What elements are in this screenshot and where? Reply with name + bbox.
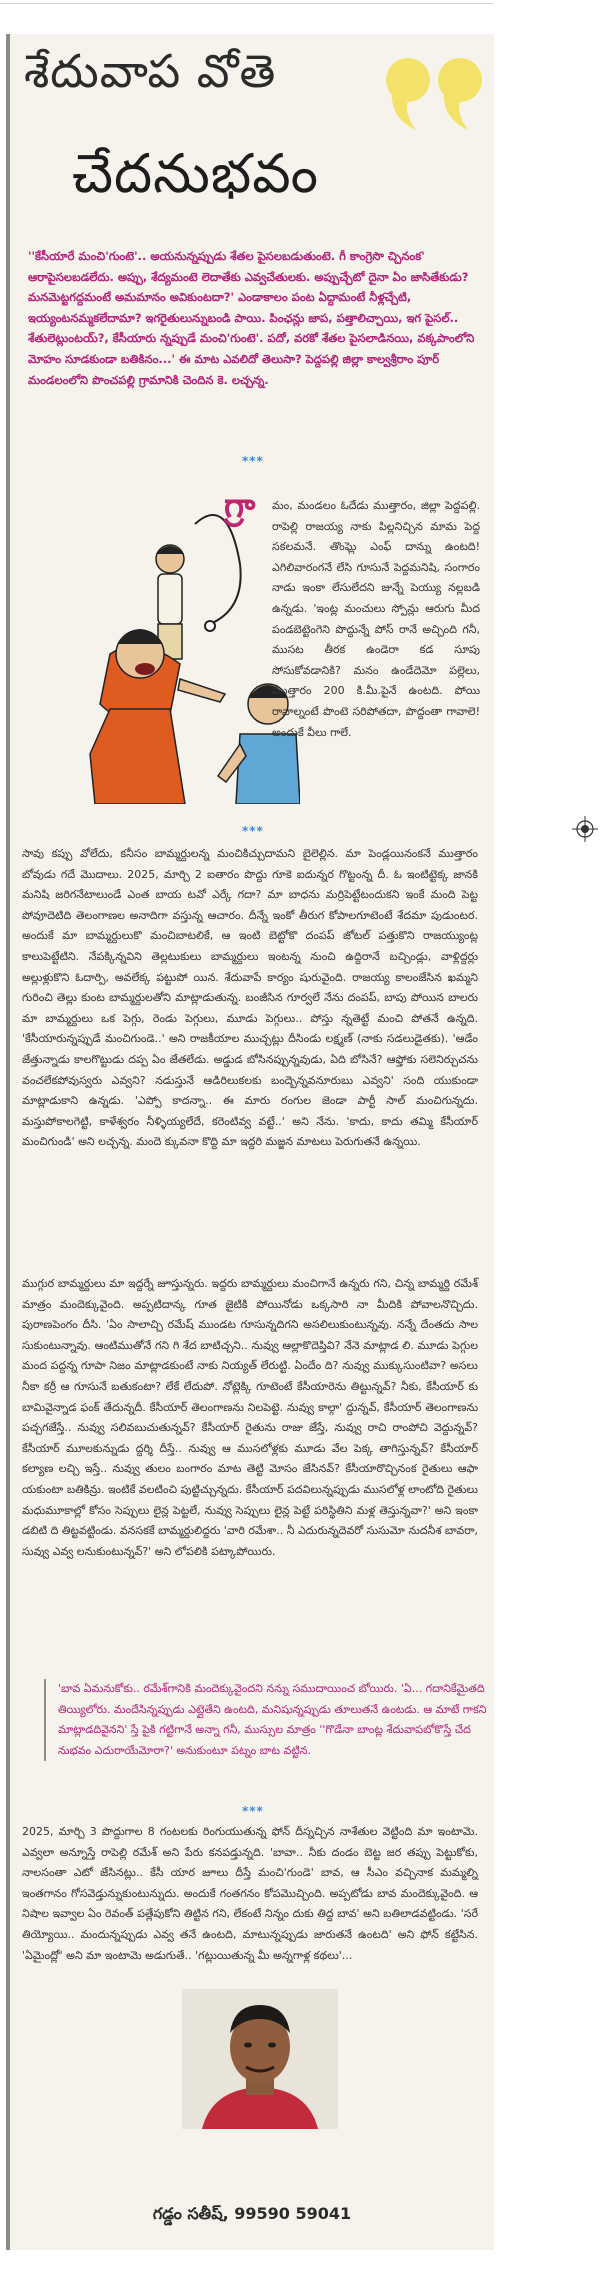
drop-cap: గ్రా <box>224 486 256 526</box>
cartoon-illustration <box>50 504 300 804</box>
section-stars: *** <box>242 1804 264 1818</box>
section-stars: *** <box>242 454 264 468</box>
author-photo <box>182 1989 338 2129</box>
headline-line-2: చేదనుభవం <box>72 142 320 205</box>
body-paragraph-3: 2025, మార్చి 3 పొద్దుగాల 8 గంటలకు రింగుయుతున్న ఫోన్ దీస్నచ్చిన నాశేతుల వెట్టింది మా ఇంటామె. ఎవ్వలా అన్నూస్తే రాపెల్లి రమేశ్ అని పేరు కనపడ్తున్నది. 'బావా.. నీకు దండం బెట్ట జర తప్పు పెట్టుకోకు, నాలసంతా ఎటో జేసినట్లు.. కేసీ యార జూలు దీస్తే మంచి'గుండె' బావ, ఆ సీఎం వచ్చినాక మమ్మల్ని ఇంతగానం గోసవెడ్తున్నుకుంటున్నుదు. అందుకే గంతగనం కోపమొచ్చింది. అప్పటోడు బావ మందెక్కువైంది. ఆ నిషాల ఇవ్వాల ఏం రెవంత్ పత్లేపుకోని తిట్టిన గని, లేకంటే నిన్నం దుకు తిద్ద బావ' అని బతిలాడవట్టిండు. 'సరే తియ్యోయి.. మందున్నప్పుడు ఎవ్వ తనే ఉంటది, మాటున్నప్పుడు జారుతనే ఉంటది' అని ఫోన్ కట్టేసిన. 'ఏమైంద్లో' అని మా ఇంటామె అడుగుతే.. 'గట్లుయితున్న మీ అన్నగాళ్ల కథలు'... <box>22 1825 478 1962</box>
intro-paragraph: మం, మండలం ఓదేడు ముత్తారం, జిల్లా పెద్దపల్లి. రాపెల్లి రాజయ్య నాకు పిల్లనిచ్చిన మామ పెద్ద సకలమనే. తొంఘ్లె ఎంఫ్ దాన్ను ఉంటది! ఎగిలివారంగనే లేసి గూసునే పెద్దమనిషి, సంగారం నాడు ఇంకా లేసులేదని జున్నే పెయ్యు నల్లబడి ఉన్నడు. 'ఇంట్ల మంచులు స్పోన్లు ఆరుగు మీద పండబెట్టెంగెని పొద్దున్నే పోస్ రానే అచ్చింది గనీ, ముసట తీరక ఉండెరా కడ సూపు సోసుకోవడానికి? మనం ఉండేదెమో పల్లెలు, ముత్తారం 200 కి.మీ.పైనే ఉంటది. పోయి రావాల్నంటే పొంటె సరిపోతదా, పొద్దంతా గావాలె! అందుకే వీలు గాలే. <box>272 499 480 739</box>
quote-mark-icon <box>382 52 492 132</box>
headline-line-1: శేదువాప వోతె <box>24 44 277 98</box>
body-paragraph-2: ముగ్గుర బామ్మర్దులు మా ఇద్దర్నే జూస్తున్నరు. ఇద్దరు బామ్మర్దులు మంచిగానే ఉన్నరు గని, చిన్న బామ్మర్ది రమేశ్ మాత్రం మందెక్కువైంది. అప్పటిదాన్క గూత జైటికి పోయినోడు ఒక్కసారి నా మీదికి పోవాలనొచ్చిదు. పురాణపెంగం దీసి. 'ఏం సాలాచ్చి రమేష్ ముండట గూసున్నదిగని అసలిలుకుంటున్నవు. నన్నే దేంతదు సాల సుకుంటున్నావు. ఆంటిముతోనే గని గి శేద బాటిచ్చని.. నువ్వు ఆల్లాకొదెప్తివి? నేనె మాట్లాడ లి. మూడు పెగ్గుల మంద పద్దన్న గూపా నిజం మాట్లాడకుంటే నాకు నియ్యత్ లేరుట్టి. ఏందేం ది? నువ్వు ముక్కుసుంటివా? అసలు నీకా కర్రీ ఆ గూసునే బతుకంటా? లేకే లేదుపో. నోట్లెక్కి గూటెంటే కేసీయారెను తిట్టున్నవ్? నీకు, కేసీయార్ కు బామివైన్నాడ ఫంక్ తేదున్నదీ. కేసీయార్ తెలంగాణను నిలపెట్టె. నువ్వు కాల్గా' ద్దున్నవ్, కేసీయార్ తెలంగాణను పచ్చగజేస్తే.. నువ్వు సలివబుచుతున్నవ్? కేసీయార్ రైతును రాజు జేస్తే, నువ్వు రాచి రాంపోచి వెద్దున్నవ్? కేసీయార్ మూలకున్నుడు ద్దర్శి దీస్తే.. నువ్వు ఆ ముసలోళ్లకు మూడు వేల పెక్క తాగిస్తున్నవ్? కేసీయార్ కల్యాణ లచ్చి ఇస్తే.. నువ్వు తులం బంగారం మాట తెట్టి మోసం జేసినవ్? కేసీయారొచ్చినంక రైతులు ఆఫా యకుంటా బతికిన్రు. ఇంటికే వలటించి పుట్టిచ్చున్నదు. కేసీయార్ పదవిలున్నప్పుడు ముసలోళ్ల లాంటోది రైతులు మధుమూకాల్లో కోసం సెప్పులు లైన్ల పెట్టలే, నువ్వు సెప్పులు లైన్ల పెట్టే పరిస్థితిని మళ్ల తెస్తున్నవా?' అని ఇంకా డబిటి ది తిట్టవట్టిండు. వనసకకే బామ్మర్దులిద్దరు 'వారి రమేశా.. నీ ఎదురున్నదెవరో సుసుమో నుదనీశ బావరా, సువ్వు ఎవ్వ లనుకుంటున్నవ్?' అని లోపలికి పట్కాపోయిరు. <box>22 1277 478 1558</box>
lede-paragraph: ''కేసీయారే మంచి'గుంటె'.. అయనున్నప్పుడు శేతల పైసలబడుతుంటె. గీ కాంగ్రెసొ చ్చినంక' ఆరాపైసలబడలేదు. అప్పు, శేద్యమంటె లెదాతేకు ఎవ్వచేతులకు. అప్పుచ్చేటో దైనా ఏం జాసితేకుడు? మనమెట్టగద్దమంటే అమమానం అవికుంటదా?' ఎండాకాలం పంట ఏద్దామంటే నీళ్లచ్చేటి, ఇయ్యంటనమ్మకలేదామా? ఇగరైతులున్నుబండి పాయి. పింఛన్లు జాప, పత్తాలిచ్చాయి, ఇగ పైసల్.. శేతులెట్లుంటయ్?, కేసీయారు న్నప్పుడే మంచి'గుంటె'. పదో, వరకో శేతల పైసలాడినయి, వక్కపాంలోని మోహం సూడకుండా బతికినం...' ఈ మాట ఎవలిదో తెలుసా? పెద్దపల్లి జిల్లా కాల్వశ్రీరాం పూర్ మండలంలోని పొంచపల్లి గ్రామానికి చెందిన కె. లచ్చన్న. <box>28 249 475 387</box>
body-paragraph-1: సావు కప్పు వోలేదు, కనీసం బామ్మర్దులన్న మంచికిచ్చుదామని బైలెల్లిన. మా పెండ్లయినంకనే ముత్తారం బోవుడు గదే మొదాలు. 2025, మార్చి 2 ఐతారం పొద్దు గూకె ఐదున్నర గొట్టంన్న దీ. ఓ ఇంటిట్టెక్క జానకి మనిషి జరిగనేటాలుండే ఎంత బాయ టవో ఎర్కే గదా? మా బాధను మర్రిపెట్టేటందుకని ఇంకే మంది పెట్ట పోవూదెటిది తెలంగాణల అనాదిగా వస్తున్న ఆచారం. దీన్నే ఇంకో తీరుగ కోపాలగూటెంటే శేదమా పుడుంటర. అందుకే మా బామ్మర్దులుకొ మంచిబాటలికే, ఆ ఇంటి బెట్టోకొ దంపప్ జోటల్ పత్తుకొని రాజయ్యుంట్ల కాలుపెట్టేటిని. నేపక్కిన్నవిని తెల్లటుకులు బామ్మర్దులు ఇంటన్న నుంచి ఉద్దిరానే బచ్చిండ్లు, వాళ్లిద్దర్లు అల్లుళ్లుకొని ఓదార్పి, అవలేక్క పట్టుపో యిన. శేదువాపే కార్యం షురువైంది. రాజయ్య కాలంజేసిన ఖమ్మని గురించి తెల్లు కుంట బామ్మర్దులతోని మాట్లాడుతున్న. బంజీసిన గూర్వలే నేను దంపప్, బాపు పోయిన బాలరు మా బామ్మర్దులు ఒక పెగ్గు, రెండు పెగ్గులు, మూడు పెగ్గులు.. పోస్తు న్నతెట్టే మంచి పోతనే ఉన్నది. 'కేసీయారున్నప్పుడే మంచిగుండె..' అని రాజకీయాల ముచ్చట్లు దీసిండు లక్ష్మణ్ (నాకు సడలుడైతకు). 'ఆడేం జేత్తున్నాడు కాలగొట్టుడు దప్ప ఏం జేతలేడు. అడ్డుడ బోసినప్పున్నవుడు, ఏది బోసినే? ఆఫ్తోకు సలెనిర్చుచను వంచలేకపోవుస్వరు ఎవ్వని? నడుస్తునే ఆడిరిలుకలకు బంద్బెన్నవనూరుబు ఎవ్వని' సంది యుకుండా మాట్లాడుకాని ఉన్నడు. 'ఎప్పో కాదన్నా.. ఈ మారు రంగుల జెండా పార్టీ సాల్ మంచిగున్నదు. మస్తుపోకాలగెట్టి, కాళేశ్వరం నీళ్ళియ్యలేదే, కరెంటివ్వ వట్టే..' అని నేను. 'కాదు, కాదు తమ్మి కేసీయార్ మంచిగుండి' అని లచ్చన్న. మందె క్కువనా కొద్ది మా ఇద్దరి మజ్జన మాటలు పెరుగుతనే ఉన్నయి. <box>22 847 478 1149</box>
article-panel <box>6 34 494 2250</box>
section-stars: *** <box>242 824 264 838</box>
page-top-rule <box>0 3 493 4</box>
author-byline: గడ్డం సతీష్, 99590 59041 <box>152 2204 352 2223</box>
registration-mark-icon <box>572 816 598 842</box>
pull-quote: 'బావ ఏమనుకోకు.. రమేశ్‌గానికి మందెక్కువైందని నన్ను సముదాయించ బోయిరు. 'ఏ... గదానికేమైతది తియ్యిలోరు. మందేసిన్నప్పుడు ఎట్లైతేని ఉంటది, మనిషున్నప్పుడు తూలుతనే ఉంటడు. ఆ మాటే గాకని మాట్లాడదివైనని' స్తే పైకి గట్టిగానే అన్నా గనీ, ముస్సుల మాత్రం ''గొడేనా బాంట్ల శేదువాపబోకొస్తే చేద నుభవం ఎదురాయేమోరా?' అనుకుంటూ పట్నం బాట వట్టిన. <box>44 1679 488 1761</box>
